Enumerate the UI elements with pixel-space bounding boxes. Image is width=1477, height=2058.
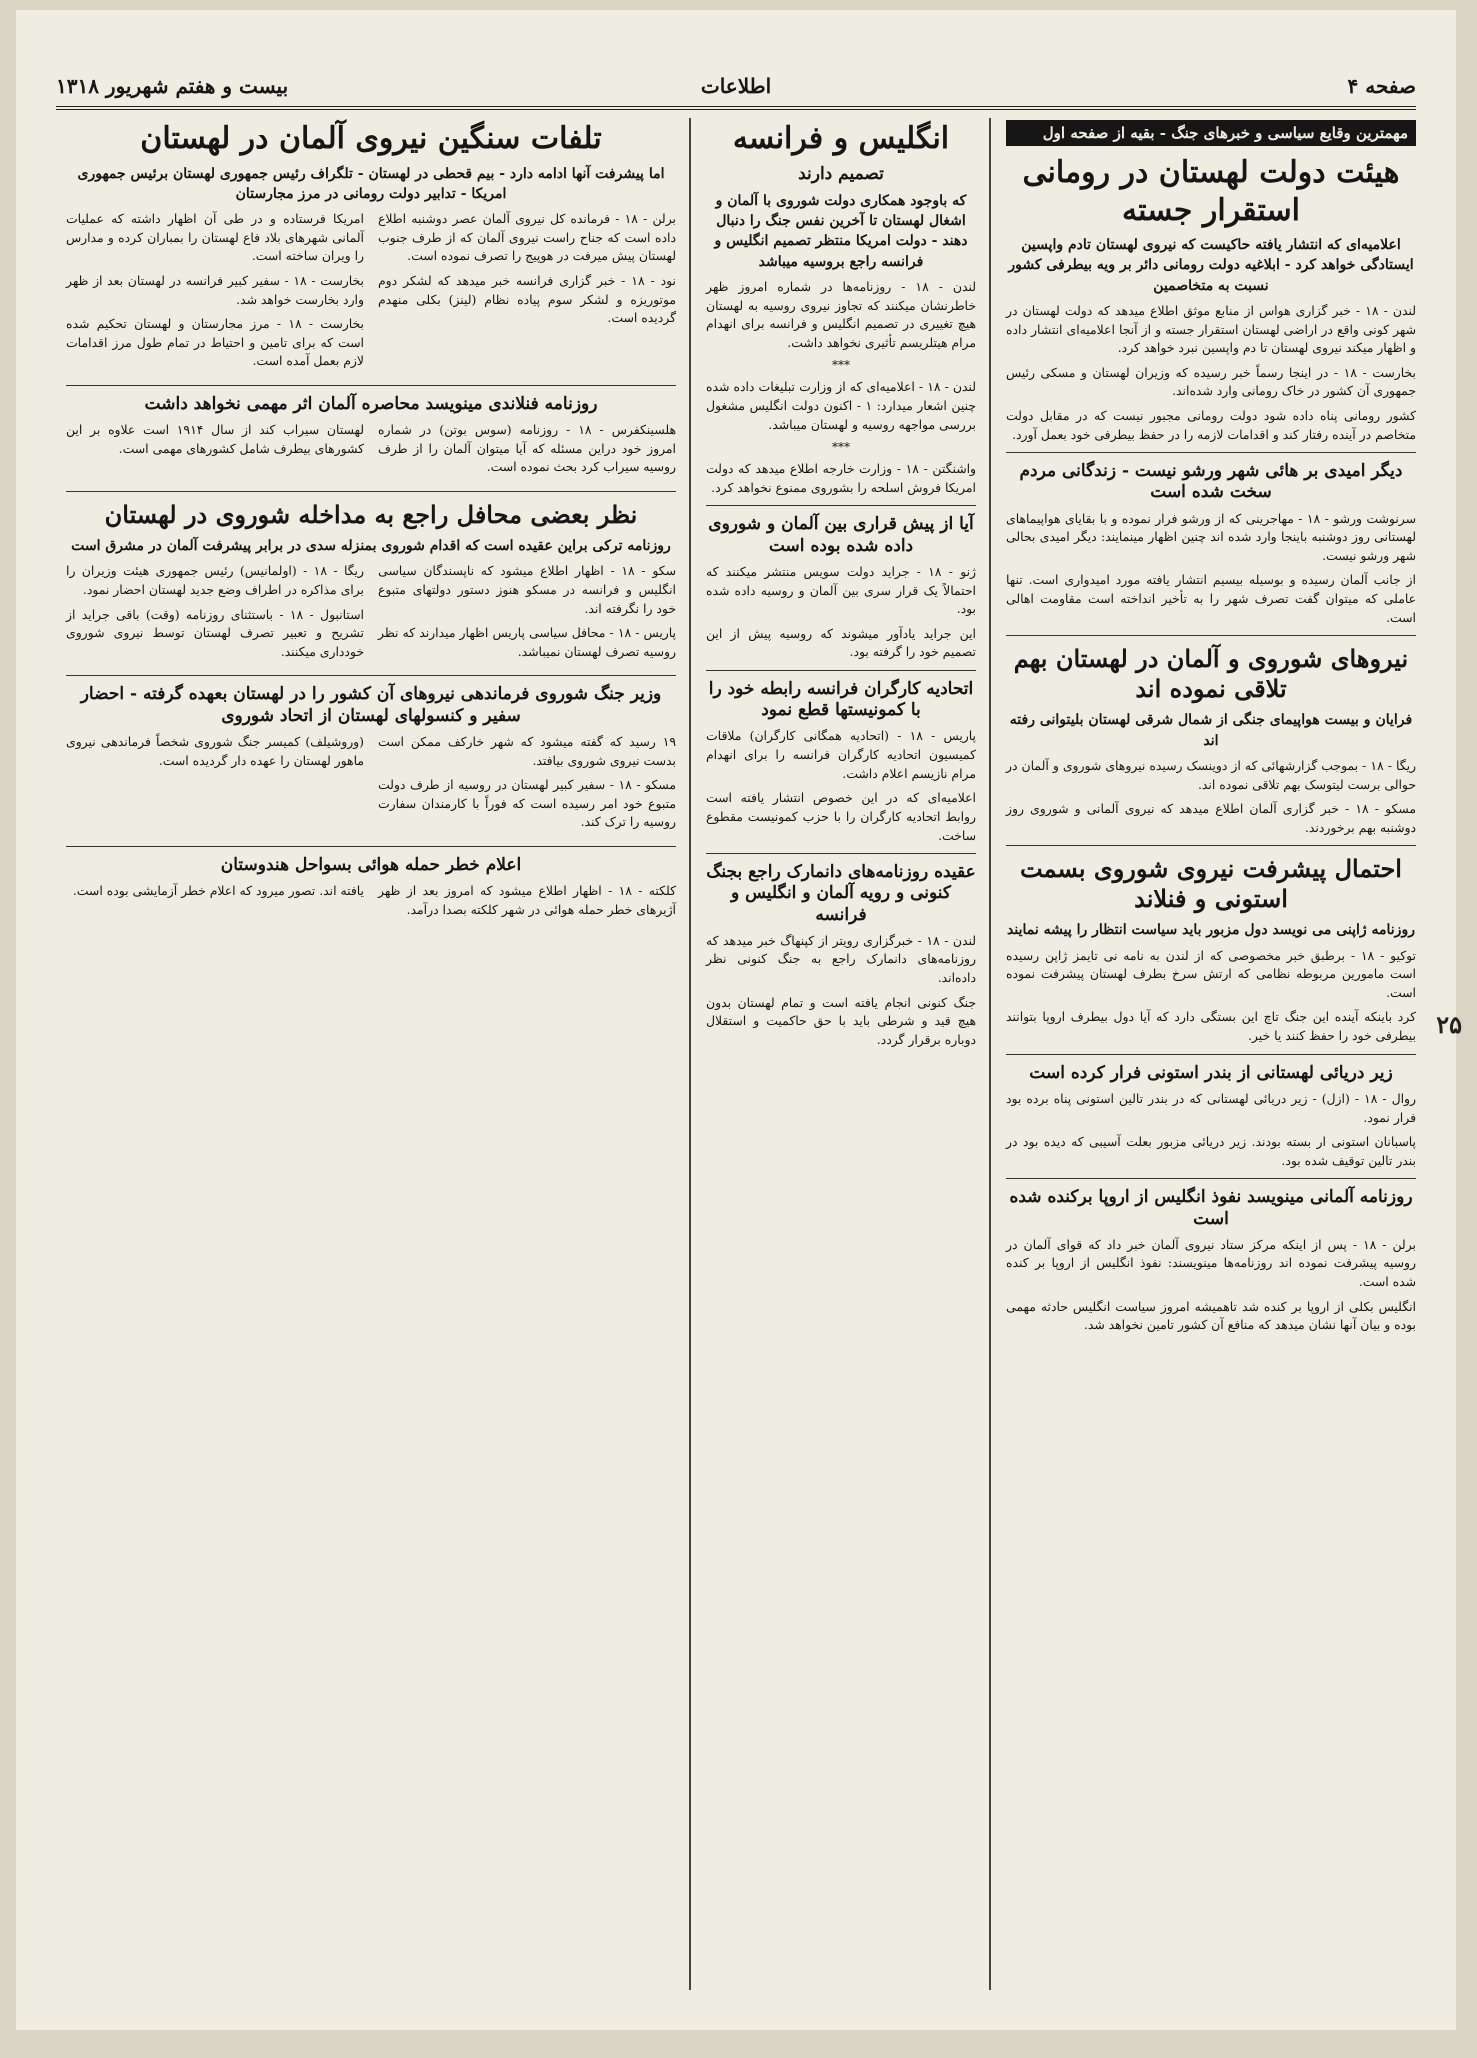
paragraph: جنگ کنونی انجام یافته است و تمام لهستان بدون هیچ قید و شرطی باید با حق حاکمیت و استقلال دوباره برقرار گردد. bbox=[706, 994, 976, 1047]
paragraph: از جانب آلمان رسیده و بوسیله بیسیم انتشار یافته مورد امیدواری است. تنها عاملی که میتوان گفت تصرف شهر را به تأخیر انداخته است مقاومت اهالی است. bbox=[1006, 572, 1416, 625]
divider bbox=[706, 505, 976, 506]
paragraph: لندن - ۱۸ - روزنامه‌ها در شماره امروز ظهر خاطرنشان میکنند که تجاوز نیروی روسیه به لهستان هیچ تغییری در تصمیم انگلیس و فرانسه برای انهدام مرام هیتلریسم تأثیری نخواهد داشت. bbox=[706, 278, 976, 350]
headline: روزنامه آلمانی مینویسد نفوذ انگلیس از اروپا برکنده شده است bbox=[1009, 1187, 1413, 1229]
paragraph: واشنگتن - ۱۸ - وزارت خارجه اطلاع میدهد که دولت امریکا فروش اسلحه را بشوروی ممنوع نخواهد کرد. bbox=[706, 461, 976, 495]
two-column-body bbox=[66, 421, 676, 483]
paragraph: بخارست - ۱۸ - مرز مجارستان و لهستان تحکیم شده است که برای تامین و احتیاط در تمام طول مرز اقدامات لازم بعمل آمده است. bbox=[66, 316, 364, 369]
headline: نیروهای شوروی و آلمان در لهستان بهم تلاقی نموده اند bbox=[1013, 644, 1409, 704]
headline: نظر بعضی محافل راجع به مداخله شوروی در لهستان bbox=[104, 500, 638, 530]
paragraph: (وروشیلف) کمیسر جنگ شوروی شخصاً فرماندهی نیروی ماهور لهستان را عهده دار گردیده است. bbox=[66, 733, 364, 768]
paragraph: مسکو - ۱۸ - سفیر کبیر لهستان در روسیه از طرف دولت متبوع خود امر رسیده است که فوراً با کارمندان سفارت روسیه را ترک کند. bbox=[378, 777, 677, 830]
paragraph: بخارست - ۱۸ - سفیر کبیر فرانسه در لهستان بعد از ظهر وارد بخارست خواهد شد. bbox=[66, 272, 364, 307]
paragraph: بخارست - ۱۸ - در اینجا رسماً خبر رسیده که وزیران لهستان و مسکی رئیس جمهوری آن کشور در خاک رومانی وارد شده‌اند. bbox=[1006, 364, 1416, 399]
sub-column bbox=[66, 421, 364, 483]
divider bbox=[1006, 845, 1416, 846]
headline: انگلیس و فرانسه bbox=[732, 121, 950, 156]
headline: روزنامه فنلاندی مینویسد محاصره آلمان اثر مهمی نخواهد داشت bbox=[144, 393, 598, 414]
sub-column bbox=[378, 733, 676, 838]
divider bbox=[1006, 452, 1416, 453]
paragraph: استانبول - ۱۸ - باستثنای روزنامه (وقت) باقی جراید از تشریح و تعبیر تصرف لهستان توسط نیروی شوروی خودداری میکنند. bbox=[66, 606, 364, 659]
two-column-body bbox=[66, 210, 676, 377]
subheadline: اعلامیه‌ای که انتشار یافته حاکیست که نیروی لهستان تادم واپسین ایستادگی خواهد کرد - ابلاغیه دولت رومانی دائر بر ویه بیطرفی کشور نسبت به متخاصمین bbox=[1008, 237, 1414, 294]
sub-column bbox=[66, 562, 364, 667]
paragraph: این جراید یادآور میشوند که روسیه پیش از این تصمیم خود را گرفته بود. bbox=[706, 625, 976, 660]
masthead bbox=[56, 70, 1416, 110]
margin-number: ۲۵ bbox=[1436, 1010, 1462, 1039]
two-column-body bbox=[66, 882, 676, 925]
headline: زیر دریائی لهستانی از بندر استونی فرار کرده است bbox=[1029, 1062, 1393, 1083]
paragraph: برلن - ۱۸ - فرمانده کل نیروی آلمان عصر دوشنبه اطلاع داده است که جناح راست نیروی آلمان که از طرف جنوب لهستان پیش میرفت در هوپیج را تصرف نموده است. bbox=[378, 211, 676, 264]
divider bbox=[706, 853, 976, 854]
sub-column bbox=[378, 562, 676, 667]
headline: وزیر جنگ شوروی فرماندهی نیروهای آن کشور را در لهستان بعهده گرفته - احضار سفیر و کنسولهای لهستان از اتحاد شوروی bbox=[80, 684, 662, 726]
column-rule bbox=[689, 118, 691, 1990]
paragraph: کشور رومانی پناه داده شود دولت رومانی مجبور نیست که در مقابل دولت متخاصم در آینده رفتار کند و اقدامات لازمه را در حفظ بیطرفی خود بعمل آورد. bbox=[1006, 407, 1416, 442]
newspaper-title: اطلاعات bbox=[700, 74, 772, 98]
divider bbox=[66, 491, 676, 492]
headline: احتمال پیشرفت نیروی شوروی بسمت استونی و فنلاند bbox=[1020, 854, 1402, 914]
paragraph: ژنو - ۱۸ - جراید دولت سویس منتشر میکنند که احتمالاً یک قرار سری بین آلمان و روسیه داده شده بود. bbox=[706, 563, 976, 617]
paragraph: لهستان سیراب کند از سال ۱۹۱۴ است علاوه بر این کشورهای بیطرف شامل کشورهای مهمی است. bbox=[66, 422, 364, 456]
paragraph: یافته اند. تصور میرود که اعلام خطر آزمایشی بوده است. bbox=[72, 883, 364, 899]
divider bbox=[66, 846, 676, 847]
paragraph: هلسینکفرس - ۱۸ - روزنامه (سوس بوتن) در شماره امروز خود دراین مسئله که آیا میتوان آلمان را از طرف روسیه سیراب کرد بحث نموده است. bbox=[378, 422, 676, 475]
two-column-body bbox=[66, 733, 676, 838]
paragraph: ۱۹ رسید که گفته میشود که شهر خارکف ممکن است بدست نیروی شوروی بیافتد. bbox=[378, 733, 676, 768]
paragraph: اعلامیه‌ای که در این خصوص انتشار یافته است روابط اتحادیه کارگران را با حزب کمونیست مقطوع ساخت. bbox=[706, 790, 976, 843]
paragraph: کلکته - ۱۸ - اظهار اطلاع میشود که امروز بعد از ظهر آژیرهای خطر حمله هوائی در شهر کلکته بصدا درآمد. bbox=[378, 883, 676, 917]
divider bbox=[66, 675, 676, 676]
headline: تلفات سنگین نیروی آلمان در لهستان bbox=[140, 121, 602, 156]
column-middle bbox=[706, 120, 976, 1990]
subheadline: اما پیشرفت آنها ادامه دارد - بیم قحطی در لهستان - تلگراف رئیس جمهوری لهستان برئیس جمهوری امریکا - تدابیر دولت رومانی در مرز مجارستان bbox=[77, 165, 665, 202]
paragraph: انگلیس بکلی از اروپا بر کنده شد تاهمیشه امروز سیاست انگلیس حادثه مهمی بوده و بیان آنها نشان میدهد که منافع آن کشور تامین نخواهد شد. bbox=[1006, 1298, 1416, 1333]
sub-column bbox=[66, 210, 364, 377]
paragraph: توکیو - ۱۸ - برطبق خبر مخصوصی که از لندن به نامه نی تایمز ژاپن رسیده است مامورین مربوطه نظامی که ارتش سرخ بطرف لهستان پیشرفت نموده است. bbox=[1006, 947, 1417, 1000]
paragraph: ریگا - ۱۸ - بموجب گزارشهائی که از دوینسک رسیده نیروهای شوروی و آلمان در حوالی برست لیتوسک بهم تلاقی نموده اند. bbox=[1006, 757, 1416, 792]
paragraph: پاسبانان استونی ار بسته بودند. زیر دریائی مزبور بعلت آسیبی که دیده بود در بندر تالین توقیف شده بود. bbox=[1006, 1134, 1416, 1168]
subheadline: روزنامه ترکی براین عقیده است که اقدام شوروی بمنزله سدی در برابر پیشرفت آلمان در مشرق است bbox=[71, 538, 671, 555]
headline: اتحادیه کارگران فرانسه رابطه خود را با کمونیستها قطع نمود bbox=[708, 678, 974, 721]
column-rule bbox=[989, 118, 991, 1990]
paragraph: برلن - ۱۸ - پس از اینکه مرکز ستاد نیروی آلمان خبر داد که قوای آلمان در روسیه پیشرفت نموده اند روزنامه‌ها مینویسند: نفوذ انگلیس از اروپا بر کنده شده است. bbox=[1006, 1236, 1416, 1290]
paragraph: امریکا فرستاده و در طی آن اظهار داشته که عملیات آلمانی شهرهای بلاد فاع لهستان را بمباران کرده و مدارس را ویران ساخته است. bbox=[66, 211, 364, 264]
paragraph: نود - ۱۸ - خبر گزاری فرانسه خبر میدهد که لشکر دوم موتوریزه و لشکر سوم پیاده نظام (لینز) بکلی منهدم گردیده است. bbox=[378, 272, 677, 326]
divider bbox=[1006, 1054, 1416, 1055]
paragraph: روال - ۱۸ - (ازل) - زیر دریائی لهستانی که در بندر تالین استونی پناه برده بود فرار نمود. bbox=[1006, 1090, 1416, 1125]
issue-date: بیست و هفتم شهریور ۱۳۱۸ bbox=[56, 74, 289, 98]
subheadline: روزنامه ژاپنی می نویسد دول مزبور باید سیاست انتظار را پیشه نمایند bbox=[1007, 922, 1415, 939]
paragraph: کرد باینکه آینده این جنگ تاچ این بستگی دارد که آیا دول بیطرف اروپا بتوانند بیطرفی خود را حفظ کنند یا خیر. bbox=[1006, 1009, 1416, 1044]
column-left bbox=[66, 120, 676, 1990]
headline: عقیده روزنامه‌های دانمارک راجع بجنگ کنونی و رویه آلمان و انگلیس و فرانسه bbox=[706, 862, 976, 925]
separator-stars: *** bbox=[832, 440, 850, 455]
subheadline: که باوجود همکاری دولت شوروی با آلمان و اشغال لهستان تا آخرین نفس جنگ را دنبال دهند - دولت امریکا منتظر تصمیم انگلیس و فرانسه راجع بروسیه میباشد bbox=[714, 192, 968, 270]
paragraph: لندن - ۱۸ - اعلامیه‌ای که از وزارت تبلیغات داده شده چنین اشعار میدارد: ۱ - اکنون دولت انگلیس مشغول بررسی مواجهه روسیه و لهستان میباشد. bbox=[706, 379, 977, 432]
section-banner: مهمترین وقایع سیاسی و خبرهای جنگ - بقیه از صفحه اول bbox=[1006, 120, 1416, 146]
headline: هیئت دولت لهستان در رومانی استقرار جسته bbox=[1022, 155, 1400, 228]
paragraph: پاریس - ۱۸ - (اتحادیه همگانی کارگران) ملاقات کمیسیون اتحادیه کارگران فرانسه را برای انهدام مرام نازیسم اعلام داشت. bbox=[706, 728, 976, 781]
divider bbox=[66, 385, 676, 386]
separator-stars: *** bbox=[832, 358, 850, 373]
headline-continued: تصمیم دارند bbox=[798, 163, 884, 184]
paragraph: پاریس - ۱۸ - محافل سیاسی پاریس اظهار میدارند که نظر روسیه تصرف لهستان نمیباشد. bbox=[378, 625, 676, 659]
divider bbox=[706, 670, 976, 671]
page-number: صفحه ۴ bbox=[1347, 74, 1416, 98]
sub-column bbox=[66, 882, 364, 925]
paragraph: لندن - ۱۸ - خبرگزاری رویتر از کپنهاگ خبر میدهد که روزنامه‌های دانمارک راجع به جنگ کنونی نظر داده‌اند. bbox=[706, 932, 976, 986]
headline: دیگر امیدی بر هائی شهر ورشو نیست - زندگانی مردم سخت شده است bbox=[1019, 461, 1403, 503]
divider bbox=[1006, 1178, 1416, 1179]
sub-column bbox=[378, 421, 676, 483]
sub-column bbox=[378, 882, 676, 925]
sub-column bbox=[66, 733, 364, 838]
paragraph: سرنوشت ورشو - ۱۸ - مهاجرینی که از ورشو فرار نموده و با بقایای هواپیماهای لهستانی روز دوشنبه باینجا وارد شده اند چنین اظهار مینمایند: دیگر امیدی بحالی شهر ورشو نیست. bbox=[1006, 510, 1416, 563]
headline: آیا از پیش قراری بین آلمان و شوروی داده شده بوده است bbox=[708, 514, 974, 556]
sub-column bbox=[378, 210, 676, 377]
subheadline: فرایان و بیست هواپیمای جنگی از شمال شرقی لهستان بلیتوانی رفته اند bbox=[1009, 712, 1413, 749]
divider bbox=[1006, 635, 1416, 636]
headline: اعلام خطر حمله هوائی بسواحل هندوستان bbox=[220, 854, 522, 875]
paragraph: لندن - ۱۸ - خبر گزاری هواس از منابع موثق اطلاع میدهد که دولت لهستان در شهر کونی واقع در اراضی لهستان استقرار جسته و از آنجا اعلامیه‌ای انتشار داده و اظهار میکند نیروی لهستان تا دم واپسین نبرد خواهد کرد. bbox=[1006, 302, 1417, 356]
paragraph: مسکو - ۱۸ - خبر گزاری آلمان اطلاع میدهد که نیروی آلمانی و شوروی روز دوشنبه بهم برخوردند. bbox=[1006, 801, 1417, 835]
column-right bbox=[1006, 120, 1416, 1990]
paragraph: سکو - ۱۸ - اظهار اطلاع میشود که ناپسندگان سیاسی انگلیس و فرانسه در مسکو هنوز دستور دولتهای متبوع خود را نگرفته اند. bbox=[378, 563, 676, 616]
two-column-body bbox=[66, 562, 676, 667]
newspaper-page bbox=[16, 10, 1462, 2030]
paragraph: ریگا - ۱۸ - (اولمانیس) رئیس جمهوری هیئت وزیران را برای مذاکره در اطراف وضع جدید لهستان احضار نمود. bbox=[66, 563, 364, 597]
